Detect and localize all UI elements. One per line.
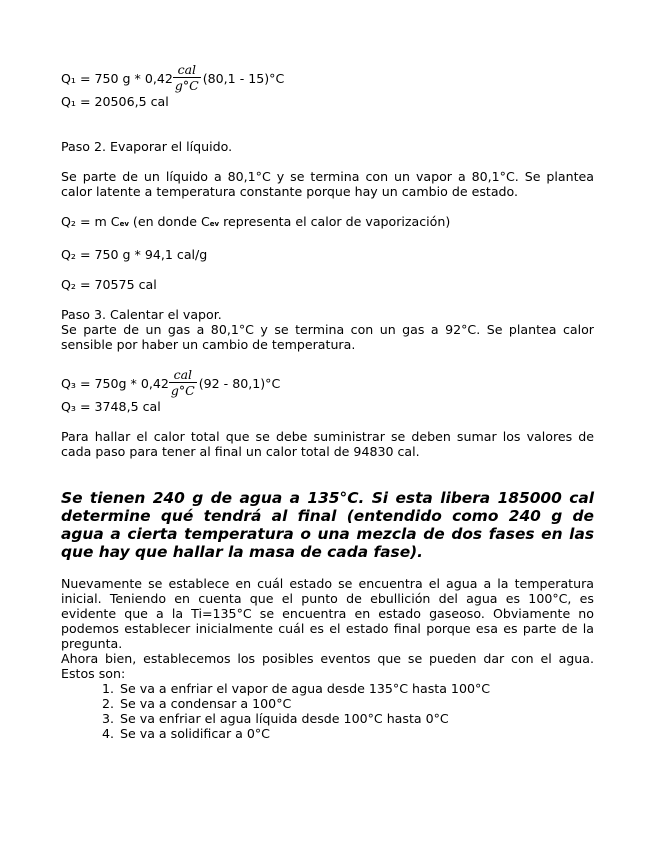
events-list	[61, 681, 594, 741]
analysis-paragraph: Nuevamente se establece en cuál estado se encuentra el agua a la temperatura inicial. Teniendo en cuenta que el punto de ebullición del agua es 100°C, es evidente que a la Ti=135°C se encuentra en estado gaseoso. Obviamente no podemos establecer inicialmente cuál es el estado final porque esa es parte de la pregunta.	[61, 576, 594, 651]
eq3-lhs: Q₃ = 750g * 0,42	[61, 375, 169, 391]
eq3-frac-num: cal	[169, 368, 197, 383]
step2-result: Q₂ = 70575 cal	[61, 277, 157, 292]
step2-formula-a: Q₂ = m C	[61, 214, 120, 229]
step2-formula-sub2: ev	[209, 220, 220, 228]
events-intro: Ahora bien, establecemos los posibles eventos que se pueden dar con el agua. Estos son:	[61, 651, 594, 681]
step2-calc: Q₂ = 750 g * 94,1 cal/g	[61, 247, 208, 262]
list-item: 4. Se va a solidificar a 0°C	[118, 726, 594, 741]
list-item: 1. Se va a enfriar el vapor de agua desde 135°C hasta 100°C	[118, 681, 594, 696]
eq1-fraction	[173, 63, 201, 93]
summary-paragraph: Para hallar el calor total que se debe suministrar se deben sumar los valores de cada paso para tener al final un calor total de 94830 cal.	[61, 429, 594, 459]
eq3-fraction	[169, 368, 197, 398]
eq1-lhs: Q₁ = 750 g * 0,42	[61, 70, 173, 86]
eq1-frac-den: g°C	[174, 78, 199, 93]
eq1-rhs: (80,1 - 15)°C	[202, 70, 285, 86]
equation-q3	[61, 367, 594, 399]
equation-q1	[61, 62, 594, 94]
problem-statement: Se tienen 240 g de agua a 135°C. Si esta libera 185000 cal determine qué tendrá al final (entendido como 240 g de agua a cierta temperatura o una mezcla de dos fases en las que hay que hallar la masa de cada fase).	[61, 489, 594, 561]
list-item: 2. Se va a condensar a 100°C	[118, 696, 594, 711]
step2-formula-b: (en donde C	[128, 214, 210, 229]
eq1-frac-num: cal	[173, 63, 201, 78]
eq3-frac-den: g°C	[170, 383, 195, 398]
step2-formula-c: representa el calor de vaporización)	[219, 214, 451, 229]
document-page	[61, 62, 594, 741]
step2-formula	[61, 214, 594, 232]
step2-title: Paso 2. Evaporar el líquido.	[61, 139, 233, 154]
step2-description: Se parte de un líquido a 80,1°C y se termina con un vapor a 80,1°C. Se plantea calor latente a temperatura constante porque hay un cambio de estado.	[61, 169, 594, 199]
list-item: 3. Se va enfriar el agua líquida desde 100°C hasta 0°C	[118, 711, 594, 726]
eq1-result: Q₁ = 20506,5 cal	[61, 94, 169, 109]
step3-description: Se parte de un gas a 80,1°C y se termina con un gas a 92°C. Se plantea calor sensible por haber un cambio de temperatura.	[61, 322, 594, 352]
step3-title: Paso 3. Calentar el vapor.	[61, 307, 222, 322]
eq3-result: Q₃ = 3748,5 cal	[61, 399, 161, 414]
step2-formula-sub: ev	[119, 220, 129, 228]
eq3-rhs: (92 - 80,1)°C	[198, 375, 281, 391]
